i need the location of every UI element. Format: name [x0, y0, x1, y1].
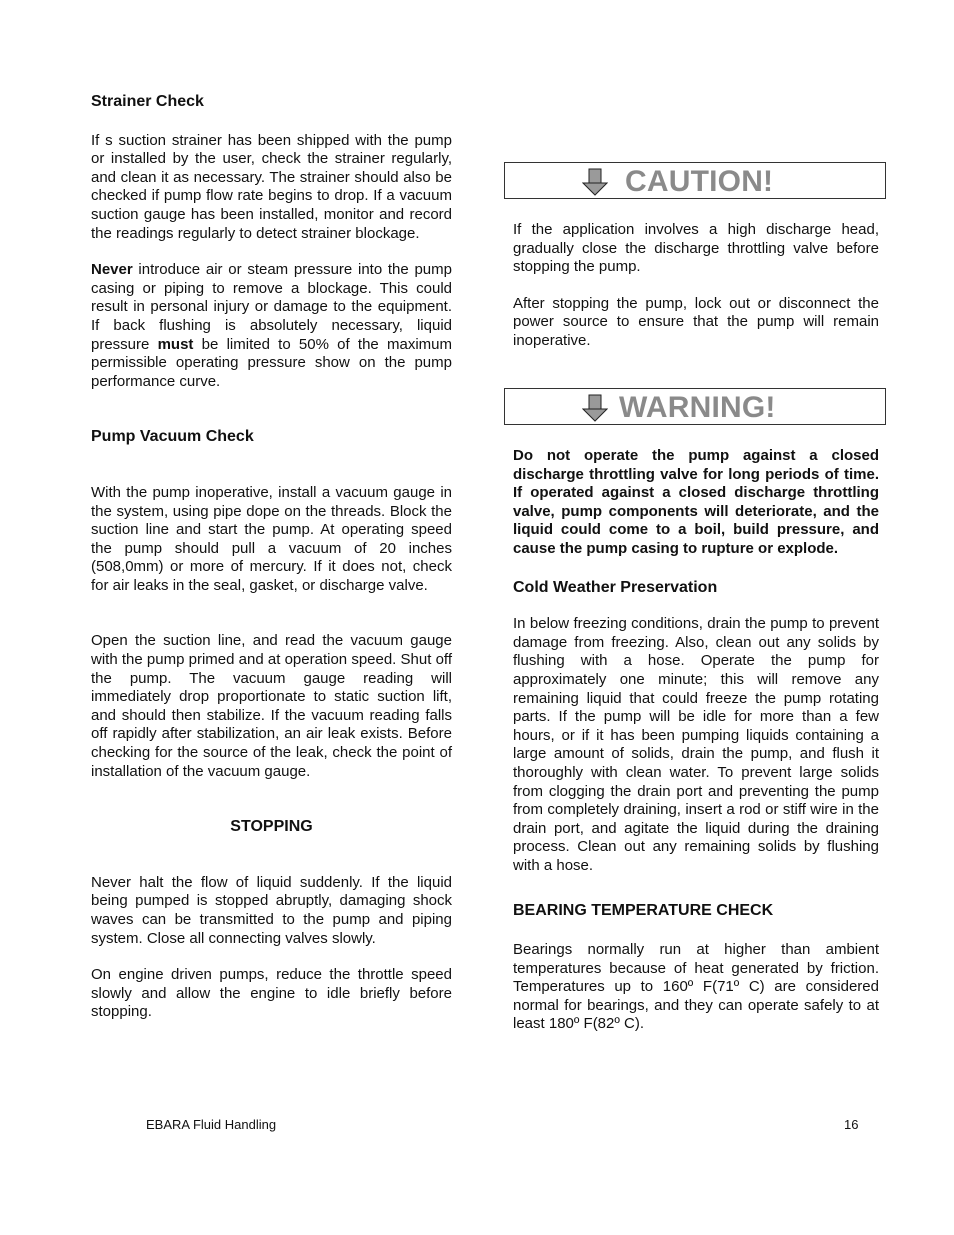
- caution-paragraph-1: If the application involves a high discharge head, gradually close the discharge throttling valve before stopping the pump.: [513, 221, 879, 276]
- right-column: [513, 447, 879, 1034]
- never-emphasis: Never: [91, 261, 133, 279]
- cold-weather-paragraph: In below freezing conditions, drain the pump to prevent damage from freezing. Also, clean out any solids by flushing with a hose. Operate the pump for approximately one minute; this will remove any remaining liquid that could freeze the pump rotating parts. If the pump will be idle for more than a few hours, or if it has been pumping liquids containing a large amount of solids, drain the pump, and flush it thoroughly with clean water. To prevent large solids from clogging the drain port and preventing the pump from completely draining, insert a rod or stiff wire in the drain port, and agitate the liquid during the draining process. Clean out any remaining solids by flushing with a hose.: [513, 615, 879, 874]
- stopping-paragraph-1: Never halt the flow of liquid suddenly. If the liquid being pumped is stopped abruptly, damaging shock waves can be transmitted to the pump and piping system. Close all connecting valves slowly.: [91, 873, 452, 947]
- strainer-paragraph-1: If s suction strainer has been shipped with the pump or installed by the user, check the strainer regularly, and clean it as necessary. The strainer should also be checked if pump flow rate begins to drop. If a vacuum suction gauge has been installed, monitor and record the readings regularly to detect strainer blockage.: [91, 131, 452, 242]
- warning-paragraph: Do not operate the pump against a closed discharge throttling valve for long periods of time. If operated against a closed discharge throttling valve, pump components will deteriorate, and the liquid could come to a boil, build pressure, and cause the pump casing to rupture or explode.: [513, 447, 879, 557]
- bearing-temperature-heading: BEARING TEMPERATURE CHECK: [513, 902, 774, 920]
- footer-page-number: 16: [844, 1117, 859, 1132]
- warning-label: WARNING!: [619, 391, 776, 424]
- stopping-heading: STOPPING: [230, 818, 313, 836]
- caution-label: CAUTION!: [625, 165, 774, 198]
- caution-box: [504, 162, 886, 199]
- vacuum-paragraph-1: With the pump inoperative, install a vacuum gauge in the system, using pipe dope on the threads. Block the suction line and start the pump. At operating speed the pump should pull a vacuum of 20 inches (508,0mm) or more of mercury. If it does not, check for air leaks in the seal, gasket, or discharge valve.: [91, 483, 452, 594]
- caution-paragraph-2: After stopping the pump, lock out or disconnect the power source to ensure that the pump will remain inoperative.: [513, 294, 879, 349]
- warning-box: [504, 388, 886, 425]
- must-emphasis: must: [157, 335, 194, 353]
- left-column: [91, 93, 452, 1022]
- down-arrow-icon: [582, 168, 608, 196]
- vacuum-paragraph-2: Open the suction line, and read the vacuum gauge with the pump primed and at operation speed. Shut off the pump. The vacuum gauge reading will immediately drop proportionate to static suction lift, and should then stabilize. If the vacuum reading falls off rapidly after stabilization, an air leak exists. Before checking for the source of the leak, check the point of installation of the vacuum gauge.: [91, 632, 452, 780]
- caution-text: [513, 221, 879, 351]
- bearing-paragraph: Bearings normally run at higher than ambient temperatures because of heat generated by friction. Temperatures up to 160º F(71º C) are considered normal for bearings, and they can operate safely to at least 180º F(82º C).: [513, 941, 879, 1033]
- strainer-paragraph-2-mid: introduce air or steam pressure into the pump casing or piping to remove a blockage. This could result in personal injury or damage to the equipment. If back flushing is absolutely necessary, liquid pressure: [91, 261, 452, 353]
- footer-company: EBARA Fluid Handling: [146, 1117, 277, 1132]
- pump-vacuum-check-heading: Pump Vacuum Check: [91, 428, 254, 446]
- cold-weather-heading: Cold Weather Preservation: [513, 578, 718, 596]
- down-arrow-icon: [582, 394, 608, 422]
- strainer-paragraph-2-tail: be limited to 50% of the maximum permissible operating pressure show on the pump performance curve.: [91, 335, 452, 390]
- strainer-paragraph-2: [91, 261, 452, 391]
- strainer-check-heading: Strainer Check: [91, 93, 204, 110]
- stopping-paragraph-2: On engine driven pumps, reduce the throttle speed slowly and allow the engine to idle briefly before stopping.: [91, 966, 452, 1021]
